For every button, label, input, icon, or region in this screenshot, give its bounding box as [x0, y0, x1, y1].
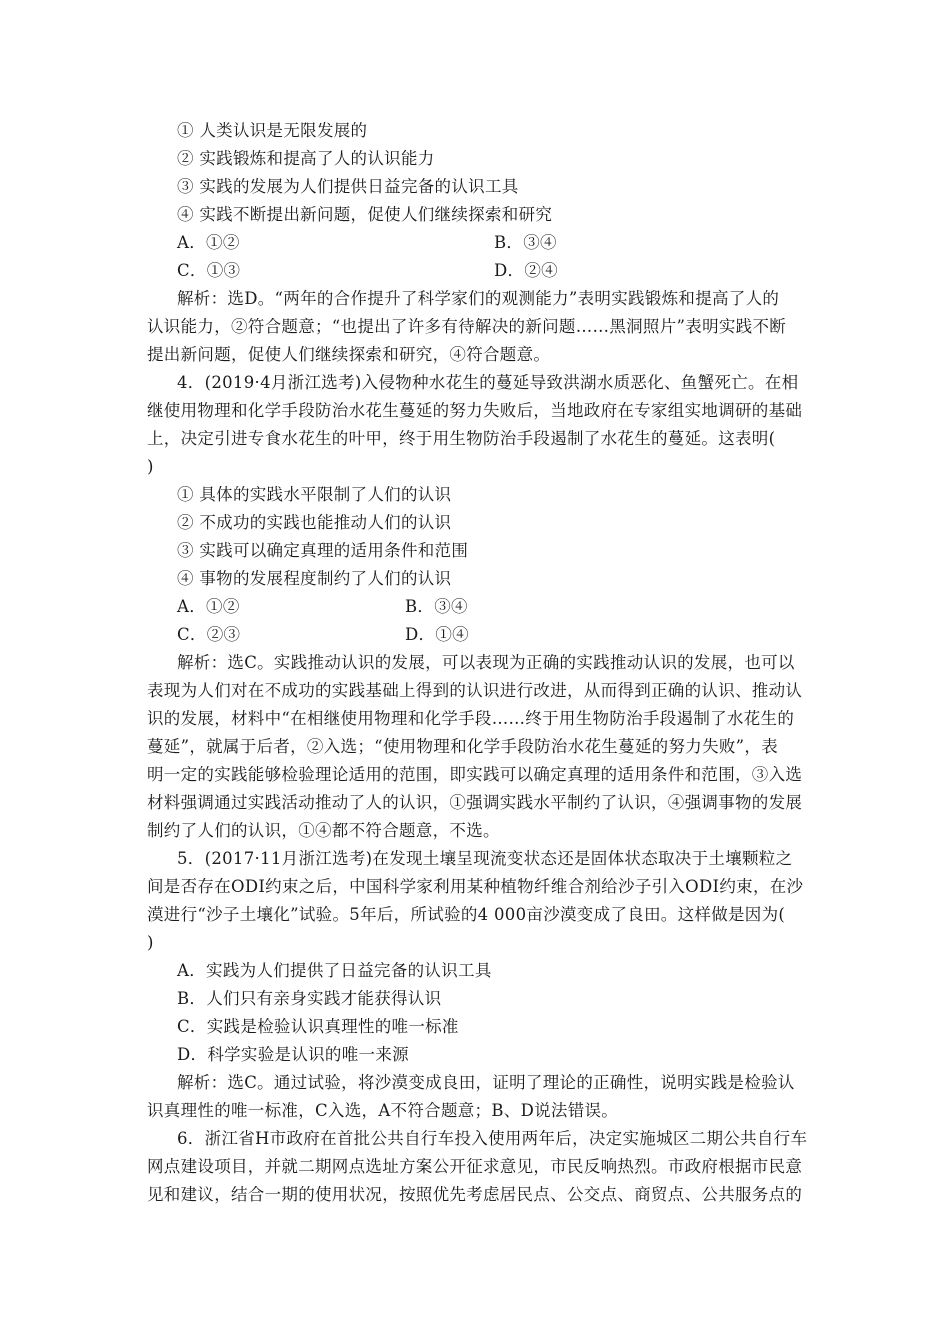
q4-option-d: D．①④ — [405, 625, 469, 644]
q6-stem-line-2: 网点建设项目，并就二期网点选址方案公开征求意见，市民反响热烈。市政府根据市民意 — [147, 1157, 803, 1176]
q4-option-a: A．①② — [177, 597, 240, 616]
q6-stem-line-3: 见和建议，结合一期的使用状况，按照优先考虑居民点、公交点、商贸点、公共服务点的 — [147, 1185, 803, 1204]
q4-item-3: ③ 实践可以确定真理的适用条件和范围 — [177, 541, 469, 560]
q3-item-2: ② 实践锻炼和提高了人的认识能力 — [177, 149, 435, 168]
q5-option-b: B．人们只有亲身实践才能获得认识 — [177, 989, 442, 1008]
q4-analysis-line-5: 明一定的实践能够检验理论适用的范围，即实践可以确定真理的适用条件和范围，③入选 — [147, 765, 803, 784]
q4-option-b: B．③④ — [405, 597, 468, 616]
q3-item-4: ④ 实践不断提出新问题，促使人们继续探索和研究 — [177, 205, 553, 224]
q5-analysis-line-1: 解析：选C。通过试验，将沙漠变成良田，证明了理论的正确性，说明实践是检验认 — [177, 1073, 795, 1092]
q4-stem-line-4: ) — [147, 457, 154, 476]
q5-stem-line-3: 漠进行“沙子土壤化”试验。5年后，所试验的4 000亩沙漠变成了良田。这样做是因为( — [147, 905, 786, 924]
q3-option-b: B．③④ — [494, 233, 557, 252]
q3-item-3: ③ 实践的发展为人们提供日益完备的认识工具 — [177, 177, 519, 196]
q5-stem-line-1: 5．(2017·11月浙江选考)在发现土壤呈现流变状态还是固体状态取决于土壤颗粒之 — [177, 849, 793, 868]
q3-option-c: C．①③ — [177, 261, 241, 280]
q4-stem-line-3: 上，决定引进专食水花生的叶甲，终于用生物防治手段遏制了水花生的蔓延。这表明( — [147, 429, 776, 448]
q4-analysis-line-4: 蔓延”，就属于后者，②入选；“使用物理和化学手段防治水花生蔓延的努力失败”，表 — [147, 737, 779, 756]
q4-option-c: C．②③ — [177, 625, 241, 644]
q3-analysis-line-1: 解析：选D。“两年的合作提升了科学家们的观测能力”表明实践锻炼和提高了人的 — [177, 289, 780, 308]
q4-item-2: ② 不成功的实践也能推动人们的认识 — [177, 513, 452, 532]
q4-item-1: ① 具体的实践水平限制了人们的认识 — [177, 485, 452, 504]
q4-item-4: ④ 事物的发展程度制约了人们的认识 — [177, 569, 452, 588]
q4-stem-line-1: 4．(2019·4月浙江选考)入侵物种水花生的蔓延导致洪湖水质恶化、鱼蟹死亡。在相 — [177, 373, 799, 392]
q4-analysis-line-3: 识的发展，材料中“在相继使用物理和化学手段……终于用生物防治手段遏制了水花生的 — [147, 709, 795, 728]
q4-analysis-line-2: 表现为人们对在不成功的实践基础上得到的认识进行改进，从而得到正确的认识、推动认 — [147, 681, 803, 700]
q3-option-a: A．①② — [177, 233, 240, 252]
q3-option-d: D．②④ — [494, 261, 558, 280]
q3-item-1: ① 人类认识是无限发展的 — [177, 121, 368, 140]
q6-stem-line-1: 6．浙江省H市政府在首批公共自行车投入使用两年后，决定实施城区二期公共自行车 — [177, 1129, 808, 1148]
q4-analysis-line-1: 解析：选C。实践推动认识的发展，可以表现为正确的实践推动认识的发展，也可以 — [177, 653, 795, 672]
q5-option-c: C．实践是检验认识真理性的唯一标准 — [177, 1017, 459, 1036]
q5-option-d: D．科学实验是认识的唯一来源 — [177, 1045, 409, 1064]
q4-analysis-line-6: 材料强调通过实践活动推动了人的认识，①强调实践水平制约了认识，④强调事物的发展 — [147, 793, 803, 812]
q3-analysis-line-2: 认识能力，②符合题意；“也提出了许多有待解决的新问题……黑洞照片”表明实践不断 — [147, 317, 787, 336]
q5-analysis-line-2: 识真理性的唯一标准，C入选，A不符合题意；B、D说法错误。 — [147, 1101, 619, 1120]
q4-analysis-line-7: 制约了人们的认识，①④都不符合题意，不选。 — [147, 821, 500, 840]
q3-analysis-line-3: 提出新问题，促使人们继续探索和研究，④符合题意。 — [147, 345, 551, 364]
q5-stem-line-4: ) — [147, 933, 154, 952]
q5-stem-line-2: 间是否存在ODI约束之后，中国科学家利用某种植物纤维合剂给沙子引入ODI约束，在沙 — [147, 877, 804, 896]
q4-stem-line-2: 继使用物理和化学手段防治水花生蔓延的努力失败后，当地政府在专家组实地调研的基础 — [147, 401, 803, 420]
q5-option-a: A．实践为人们提供了日益完备的认识工具 — [177, 961, 492, 980]
